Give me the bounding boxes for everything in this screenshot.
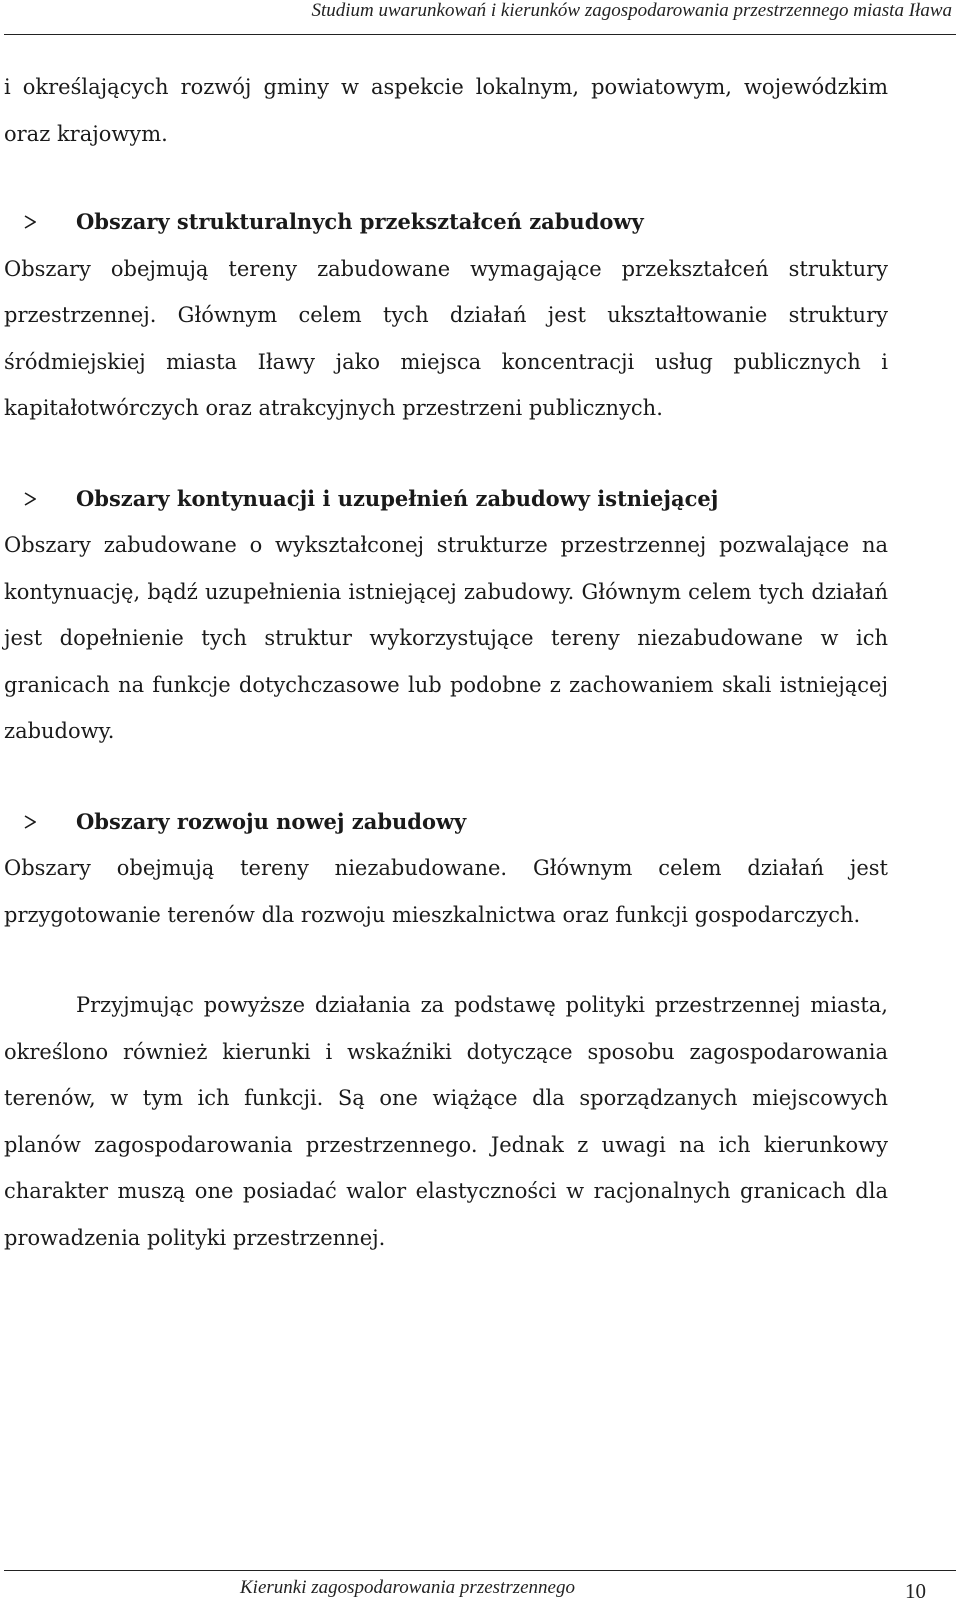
section-continuation [4, 476, 888, 755]
arrowhead-bullet-icon [4, 492, 76, 506]
section-new-development [4, 799, 888, 939]
page-footer [4, 1570, 956, 1605]
section-heading-text: Obszary rozwoju nowej zabudowy [76, 808, 467, 834]
intro-paragraph: i określających rozwój gminy w aspekcie lokalnym, powiatowym, wojewódzkim oraz krajowym. [4, 75, 888, 146]
page-number: 10 [905, 1579, 926, 1603]
header-title: Studium uwarunkowań i kierunków zagospodarowania przestrzennego miasta Iława [311, 0, 952, 21]
arrowhead-bullet-icon [4, 215, 76, 229]
section-heading [4, 476, 888, 523]
arrowhead-bullet-icon [4, 815, 76, 829]
page-content [4, 64, 888, 1261]
section-text: Obszary obejmują tereny zabudowane wymagające przekształceń struktury przestrzennej. Głównym celem tych działań jest ukształtowanie struktury śródmiejskiej miasta Iławy jako miejsca koncentracji usług publicznych i kapitałotwórczych oraz atrakcyjnych przestrzeni publicznych. [4, 256, 888, 420]
section-text: Obszary zabudowane o wykształconej strukturze przestrzennej pozwalające na kontynuację, bądź uzupełnienia istniejącej zabudowy. Głównym celem tych działań jest dopełnienie tych struktur wykorzystujące tereny niezabudowane w ich granicach na funkcje dotychczasowe lub podobne z zachowaniem skali istniejącej zabudowy. [4, 533, 888, 743]
section-heading-text: Obszary kontynuacji i uzupełnień zabudowy istniejącej [76, 485, 719, 511]
closing-paragraph: Przyjmując powyższe działania za podstawę polityki przestrzennej miasta, określono również kierunki i wskaźniki dotyczące sposobu zagospodarowania terenów, w tym ich funkcji. Są one wiążące dla sporządzanych miejscowych planów zagospodarowania przestrzennego. Jednak z uwagi na ich kierunkowy charakter muszą one posiadać walor elastyczności w racjonalnych granicach dla prowadzenia polityki przestrzennej. [4, 993, 888, 1250]
section-heading [4, 799, 888, 846]
section-heading [4, 199, 888, 246]
section-structural-transformation [4, 199, 888, 432]
footer-title: Kierunki zagospodarowania przestrzennego [240, 1577, 575, 1598]
section-text: Obszary obejmują tereny niezabudowane. Głównym celem działań jest przygotowanie terenów dla rozwoju mieszkalnictwa oraz funkcji gospodarczych. [4, 856, 888, 927]
page-header [4, 0, 956, 35]
section-heading-text: Obszary strukturalnych przekształceń zabudowy [76, 209, 644, 234]
